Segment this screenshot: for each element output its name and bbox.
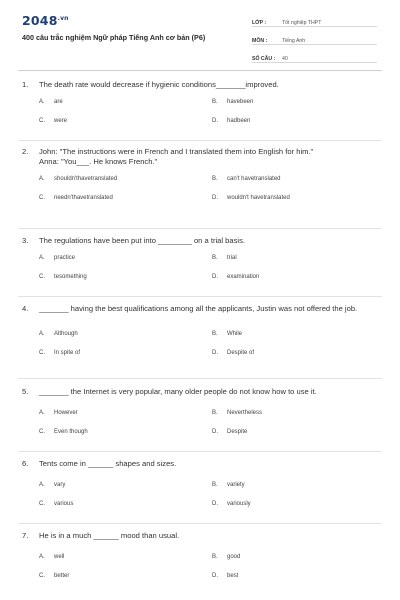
option-letter: A. — [39, 482, 45, 488]
option-text: are — [54, 99, 63, 105]
option-letter: D. — [212, 350, 218, 356]
option-c[interactable] — [39, 274, 212, 280]
meta-value: Tốt nghiệp THPT — [282, 20, 322, 26]
question-divider — [18, 523, 382, 524]
option-text: variety — [227, 482, 245, 488]
option-b[interactable] — [212, 99, 385, 105]
logo-suffix: .vn — [57, 14, 69, 22]
option-b[interactable] — [212, 482, 385, 488]
option-letter: D. — [212, 501, 218, 507]
options-grid — [22, 176, 382, 201]
option-b[interactable] — [212, 554, 385, 560]
option-b[interactable] — [212, 410, 385, 416]
meta-row-subject — [252, 30, 377, 45]
option-b[interactable] — [212, 331, 385, 337]
question-1 — [22, 80, 382, 124]
option-letter: C. — [39, 274, 45, 280]
options-grid — [22, 410, 382, 435]
question-text: Tents come in ______ shapes and sizes. — [39, 459, 177, 468]
question-number: 7. — [22, 531, 29, 540]
option-b[interactable] — [212, 176, 385, 182]
option-a[interactable] — [39, 331, 212, 337]
question-subtext: Anna: "You___. He knows French." — [39, 157, 158, 166]
option-letter: C. — [39, 350, 45, 356]
option-text: variously — [227, 501, 251, 507]
option-a[interactable] — [39, 255, 212, 261]
options-grid — [22, 331, 382, 356]
option-letter: C. — [39, 195, 45, 201]
option-text: best — [227, 573, 239, 579]
option-text: well — [54, 554, 65, 560]
option-letter: C. — [39, 573, 45, 579]
option-c[interactable] — [39, 573, 212, 579]
header-divider — [18, 70, 382, 71]
option-text: good — [227, 554, 241, 560]
meta-key: LỚP : — [252, 20, 267, 26]
option-text: can't havetranslated — [227, 176, 281, 182]
option-d[interactable] — [212, 118, 385, 124]
option-letter: D. — [212, 195, 218, 201]
option-d[interactable] — [212, 501, 385, 507]
option-d[interactable] — [212, 429, 385, 435]
option-a[interactable] — [39, 176, 212, 182]
option-text: hadbeen — [227, 118, 251, 124]
option-letter: A. — [39, 176, 45, 182]
option-a[interactable] — [39, 99, 212, 105]
option-c[interactable] — [39, 501, 212, 507]
option-letter: D. — [212, 118, 218, 124]
option-letter: B. — [212, 255, 218, 261]
question-text: John: "The instructions were in French and I translated them into English for him." — [39, 147, 314, 156]
question-divider — [18, 296, 382, 297]
question-text: _______ the Internet is very popular, many older people do not know how to use it. — [39, 387, 317, 396]
meta-value: 40 — [282, 56, 288, 62]
meta-value: Tiếng Anh — [282, 38, 306, 44]
option-letter: B. — [212, 176, 218, 182]
question-text: _______ having the best qualifications among all the applicants, Justin was not offered the job. — [39, 304, 358, 313]
question-number: 5. — [22, 387, 29, 396]
options-grid — [22, 482, 382, 507]
option-text: various — [54, 501, 74, 507]
question-divider — [18, 451, 382, 452]
question-divider — [18, 228, 382, 229]
option-d[interactable] — [212, 573, 385, 579]
option-c[interactable] — [39, 118, 212, 124]
question-5 — [22, 387, 382, 435]
options-grid — [22, 255, 382, 280]
question-3 — [22, 236, 382, 280]
question-divider — [18, 140, 382, 141]
option-letter: A. — [39, 554, 45, 560]
option-letter: A. — [39, 99, 45, 105]
question-text: He is in a much ______ mood than usual. — [39, 531, 180, 540]
question-number: 4. — [22, 304, 29, 313]
option-text: Despite — [227, 429, 248, 435]
option-text: wouldn't havetranslated — [227, 195, 290, 201]
option-text: trial — [227, 255, 237, 261]
option-text: Despite of — [227, 350, 255, 356]
question-4 — [22, 304, 382, 356]
option-text: Nevertheless — [227, 410, 263, 416]
question-text: The death rate would decrease if hygienic conditions_______improved. — [39, 80, 279, 89]
meta-row-count — [252, 48, 377, 63]
meta-key: MÔN : — [252, 38, 268, 44]
question-number: 3. — [22, 236, 29, 245]
option-a[interactable] — [39, 482, 212, 488]
option-letter: A. — [39, 255, 45, 261]
option-letter: D. — [212, 429, 218, 435]
option-text: In spite of — [54, 350, 81, 356]
option-text: havebeen — [227, 99, 254, 105]
option-text: better — [54, 573, 70, 579]
option-text: While — [227, 331, 243, 337]
option-text: examination — [227, 274, 260, 280]
question-number: 1. — [22, 80, 29, 89]
question-number: 2. — [22, 147, 29, 156]
logo-text: 2048 — [22, 13, 58, 28]
option-text: Although — [54, 331, 78, 337]
option-a[interactable] — [39, 410, 212, 416]
option-a[interactable] — [39, 554, 212, 560]
question-7 — [22, 531, 382, 579]
question-6 — [22, 459, 382, 507]
site-logo[interactable] — [22, 13, 69, 28]
option-c[interactable] — [39, 195, 212, 201]
option-letter: B. — [212, 99, 218, 105]
meta-row-class — [252, 12, 377, 27]
option-text: were — [54, 118, 68, 124]
option-text: Even though — [54, 429, 88, 435]
option-d[interactable] — [212, 350, 385, 356]
option-text: However — [54, 410, 78, 416]
option-letter: A. — [39, 331, 45, 337]
option-letter: B. — [212, 331, 218, 337]
option-text: tesomething — [54, 274, 87, 280]
option-letter: B. — [212, 482, 218, 488]
question-text: The regulations have been put into ________ on a trial basis. — [39, 236, 246, 245]
option-text: practice — [54, 255, 76, 261]
option-text: needn'thavetranslated — [54, 195, 113, 201]
option-letter: B. — [212, 410, 218, 416]
question-divider — [18, 378, 382, 379]
option-text: shouldn'thavetranslated — [54, 176, 118, 182]
option-text: vary — [54, 482, 66, 488]
question-number: 6. — [22, 459, 29, 468]
options-grid — [22, 99, 382, 124]
option-letter: B. — [212, 554, 218, 560]
option-d[interactable] — [212, 274, 385, 280]
option-letter: C. — [39, 429, 45, 435]
option-letter: C. — [39, 501, 45, 507]
option-letter: D. — [212, 573, 218, 579]
meta-key: SỐ CÂU : — [252, 56, 276, 62]
document-title: 400 câu trắc nghiệm Ngữ pháp Tiếng Anh cơ bản (P6) — [22, 33, 206, 42]
option-letter: C. — [39, 118, 45, 124]
option-letter: D. — [212, 274, 218, 280]
option-c[interactable] — [39, 350, 212, 356]
option-c[interactable] — [39, 429, 212, 435]
options-grid — [22, 554, 382, 579]
option-b[interactable] — [212, 255, 385, 261]
option-d[interactable] — [212, 195, 385, 201]
meta-info — [252, 12, 377, 66]
question-2 — [22, 147, 382, 201]
option-letter: A. — [39, 410, 45, 416]
